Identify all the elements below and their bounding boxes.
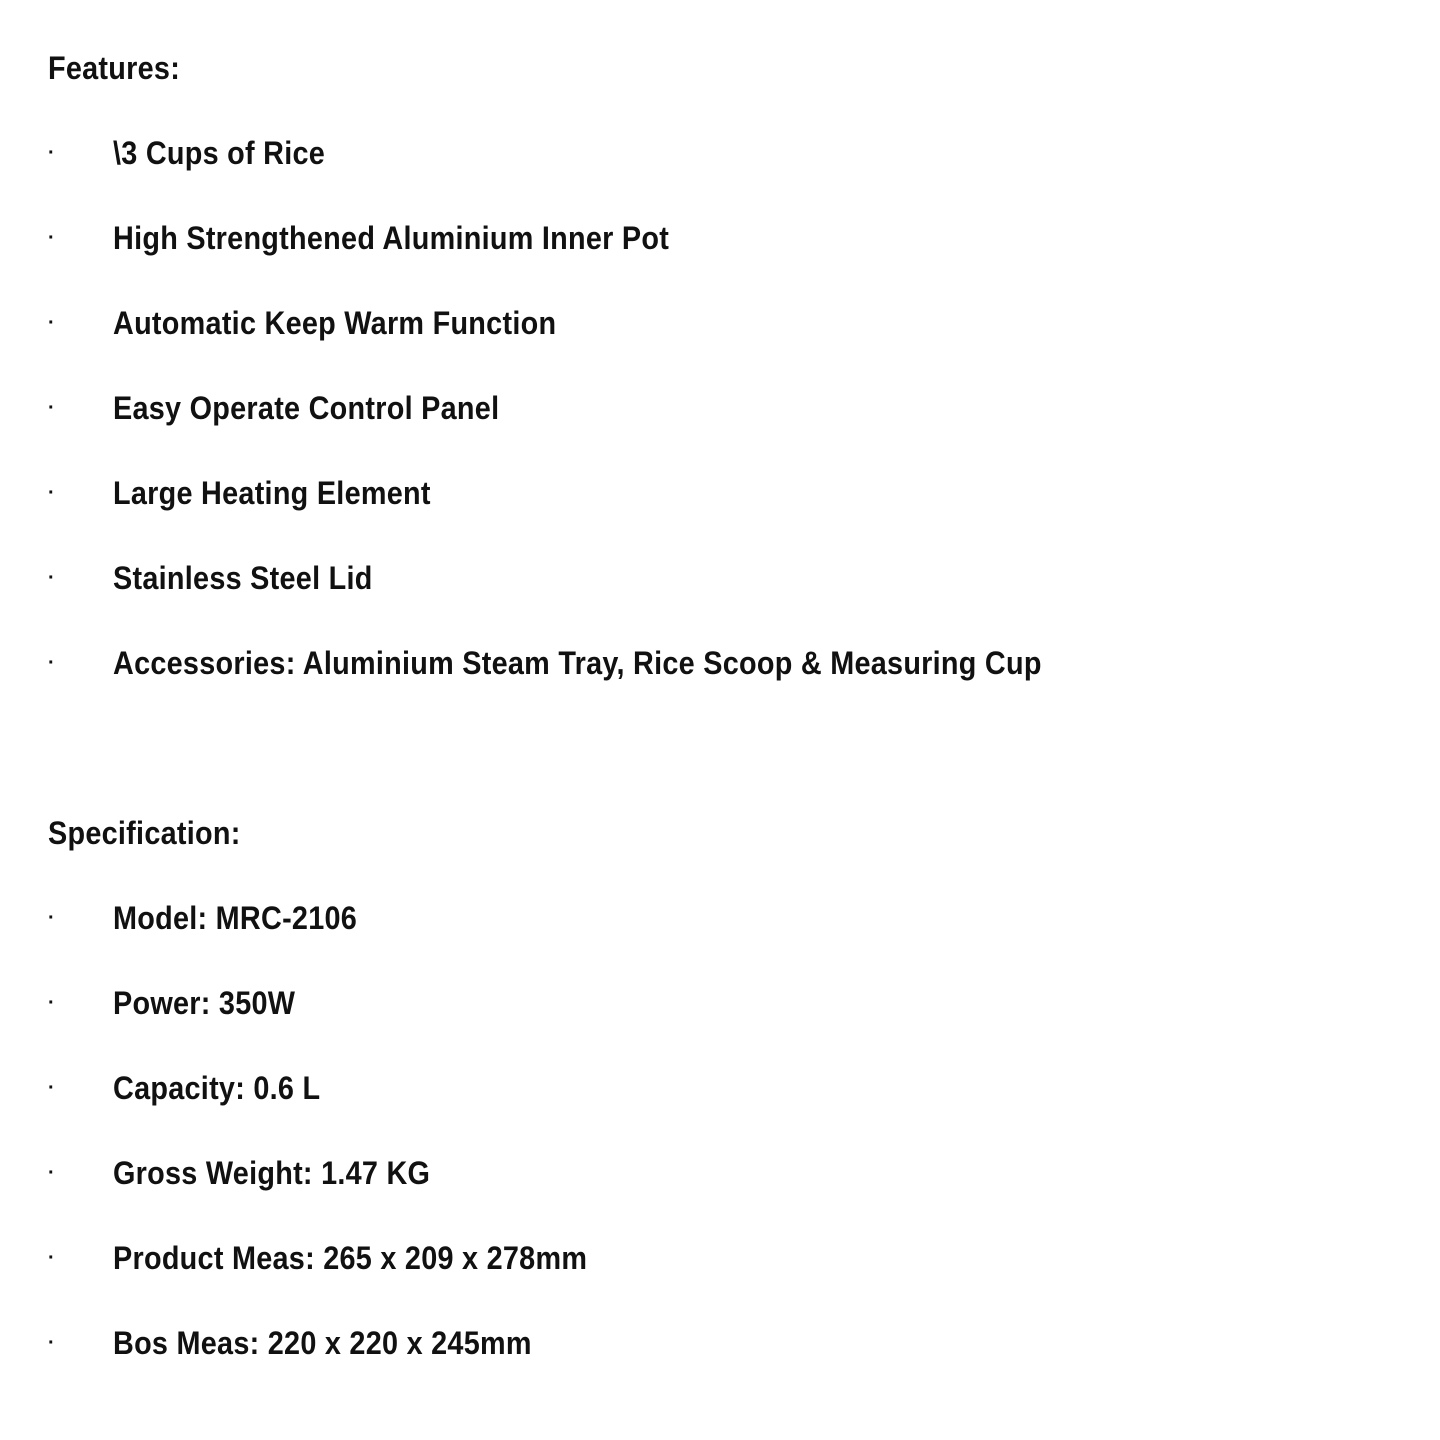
bullet-icon: · xyxy=(48,482,55,504)
bullet-icon: · xyxy=(48,312,55,334)
spec-text: Model: MRC-2106 xyxy=(113,900,358,936)
spec-text: Capacity: 0.6 L xyxy=(113,1070,321,1106)
bullet-icon: · xyxy=(48,567,55,589)
feature-text: Automatic Keep Warm Function xyxy=(113,305,557,341)
bullet-icon: · xyxy=(48,1247,55,1269)
bullet-icon: · xyxy=(48,1162,55,1184)
spec-text: Gross Weight: 1.47 KG xyxy=(113,1155,431,1191)
bullet-icon: · xyxy=(48,1332,55,1354)
spec-text: Bos Meas: 220 x 220 x 245mm xyxy=(113,1325,532,1361)
feature-text: High Strengthened Aluminium Inner Pot xyxy=(113,220,670,256)
bullet-icon: · xyxy=(48,397,55,419)
feature-text: Large Heating Element xyxy=(113,475,431,511)
feature-text: Accessories: Aluminium Steam Tray, Rice Scoop & Measuring Cup xyxy=(113,645,1042,681)
bullet-icon: · xyxy=(48,227,55,249)
bullet-icon: · xyxy=(48,1077,55,1099)
features-heading: Features: xyxy=(48,50,181,86)
bullet-icon: · xyxy=(48,142,55,164)
feature-text: Easy Operate Control Panel xyxy=(113,390,500,426)
bullet-icon: · xyxy=(48,652,55,674)
spec-text: Power: 350W xyxy=(113,985,296,1021)
bullet-icon: · xyxy=(48,992,55,1014)
feature-text: Stainless Steel Lid xyxy=(113,560,373,596)
spec-text: Product Meas: 265 x 209 x 278mm xyxy=(113,1240,588,1276)
specification-heading: Specification: xyxy=(48,815,241,851)
feature-text: \3 Cups of Rice xyxy=(113,135,326,171)
bullet-icon: · xyxy=(48,907,55,929)
